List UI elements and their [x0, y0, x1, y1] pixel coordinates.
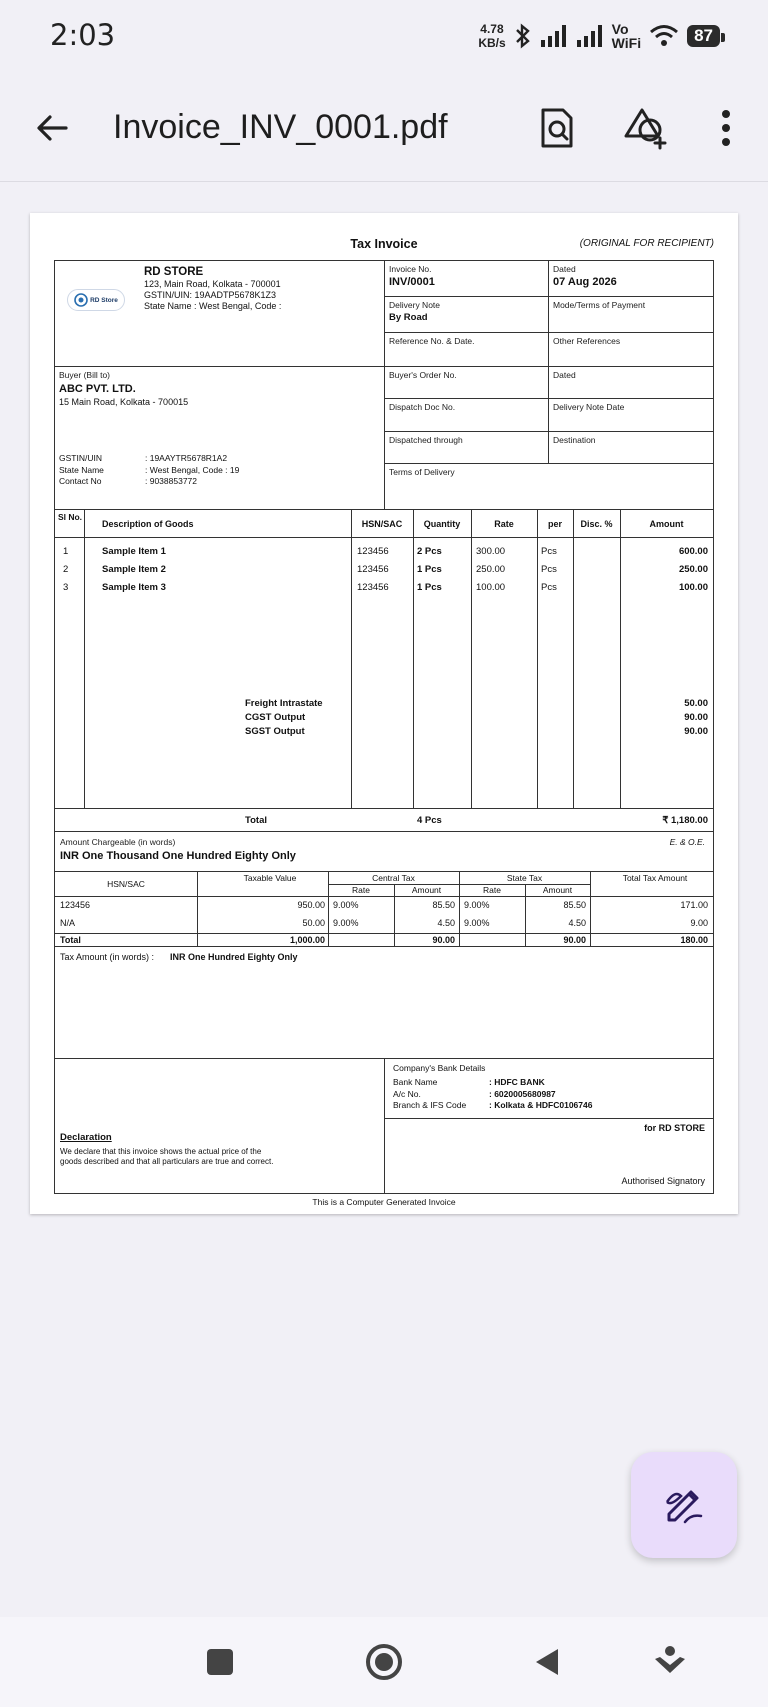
bluetooth-icon: [514, 23, 532, 49]
tax-taxable: 50.00: [302, 918, 325, 928]
battery-indicator: 87: [687, 25, 720, 47]
recents-button[interactable]: [197, 1639, 243, 1685]
seller-gstin: GSTIN/UIN: 19AADTP5678K1Z3: [144, 290, 277, 300]
col-quantity: Quantity: [423, 519, 461, 529]
total-qty: 4 Pcs: [417, 815, 442, 826]
account-label: A/c No.: [393, 1088, 421, 1099]
tax-s-amt: 85.50: [563, 900, 586, 910]
edit-annotate-button[interactable]: [631, 1452, 737, 1558]
signature-for: for RD STORE: [644, 1123, 705, 1133]
eoe-label: E. & O.E.: [669, 837, 705, 847]
tax-s-rate: 9.00%: [464, 918, 490, 928]
buyer-contact: : 9038853772: [145, 476, 197, 486]
amount-words: INR One Thousand One Hundred Eighty Only: [60, 850, 296, 862]
charge-label: SGST Output: [245, 726, 305, 737]
col-hsn: HSN/SAC: [361, 519, 403, 529]
dispatch-doc-cell: [385, 399, 549, 432]
wifi-icon: [649, 24, 679, 48]
buyer-order-label: Buyer's Order No.: [389, 370, 457, 380]
pdf-viewer[interactable]: [0, 183, 768, 1617]
item-per: Pcs: [541, 564, 557, 575]
tax-c-rate: 9.00%: [333, 918, 359, 928]
tax-c-amt: 4.50: [437, 918, 455, 928]
items-table: [55, 510, 713, 808]
delivery-note: By Road: [389, 312, 428, 323]
col-amount: Amount: [649, 519, 684, 529]
signature-block: [385, 1119, 713, 1193]
bank-details: [393, 1077, 592, 1112]
col-sl: Sl No.: [57, 512, 83, 522]
charge-amount: 90.00: [684, 712, 708, 723]
document-title: Invoice_INV_0001.pdf: [113, 108, 448, 146]
bank-title: Company's Bank Details: [393, 1063, 486, 1073]
invoice-footer: This is a Computer Generated Invoice: [312, 1197, 456, 1207]
vowifi-top: Vo: [611, 21, 629, 37]
tax-hsn: 123456: [60, 900, 91, 910]
seller-name: RD STORE: [144, 266, 204, 278]
terms-delivery-label: Terms of Delivery: [389, 467, 455, 477]
item-per: Pcs: [541, 546, 557, 557]
item-sl: 2: [63, 564, 69, 575]
seller-state: State Name : West Bengal, Code :: [144, 301, 282, 311]
arrow-back-icon: [32, 108, 72, 148]
charge-amount: 50.00: [684, 698, 708, 709]
more-options-button[interactable]: [704, 106, 748, 150]
home-button[interactable]: [361, 1639, 407, 1685]
charge-amount: 90.00: [684, 726, 708, 737]
item-hsn: 123456: [357, 564, 389, 575]
payment-terms-cell: [549, 297, 713, 333]
declaration-text: [60, 1147, 273, 1167]
item-qty: 1 Pcs: [417, 564, 442, 575]
buyer-contact-label: Contact No: [59, 476, 102, 486]
tax-words-label: Tax Amount (in words) :: [60, 952, 155, 962]
tax-col-central: Central Tax: [372, 873, 415, 883]
tax-total: 9.00: [690, 918, 708, 928]
tax-col-state: State Tax: [506, 873, 543, 883]
destination-label: Destination: [553, 435, 596, 445]
item-rate: 100.00: [476, 582, 506, 593]
dispatched-through-cell: [385, 432, 549, 464]
buyer-label: Buyer (Bill to): [59, 370, 111, 380]
buyer-block: [55, 367, 385, 510]
tax-col-total: Total Tax Amount: [622, 873, 688, 883]
item-amount: 600.00: [678, 546, 708, 557]
vowifi-indicator: [612, 22, 641, 50]
tax-total-s-amt: 90.00: [563, 935, 586, 945]
col-rate: Rate: [494, 519, 514, 529]
col-per: per: [547, 519, 562, 529]
buyer-name: ABC PVT. LTD.: [59, 383, 136, 395]
total-amount: ₹ 1,180.00: [662, 815, 708, 826]
invoice-date: 07 Aug 2026: [553, 276, 617, 288]
store-logo-icon: [74, 293, 88, 307]
tax-c-rate: 9.00%: [333, 900, 359, 910]
add-shapes-button[interactable]: [624, 106, 668, 150]
reference-cell: [385, 333, 549, 367]
buyer-state: : West Bengal, Code : 19: [145, 464, 240, 475]
seller-address: 123, Main Road, Kolkata - 700001: [144, 279, 281, 289]
charge-label: Freight Intrastate: [245, 698, 323, 709]
tax-total-taxable: 1,000.00: [289, 935, 325, 945]
col-disc: Disc. %: [580, 519, 613, 529]
other-references-cell: [549, 333, 713, 367]
item-rate: 300.00: [476, 546, 506, 557]
tax-words: INR One Hundred Eighty Only: [170, 952, 298, 962]
tax-col-c-amount: Amount: [411, 885, 442, 895]
search-document-button[interactable]: [535, 106, 579, 150]
tax-c-amt: 85.50: [432, 900, 455, 910]
invoice-copy-label: (ORIGINAL FOR RECIPIENT): [579, 238, 714, 249]
buyer-gstin-label: GSTIN/UIN: [59, 453, 102, 463]
pdf-page: [30, 213, 738, 1214]
col-description: Description of Goods: [102, 519, 194, 529]
bank-name-label: Bank Name: [393, 1077, 438, 1087]
item-sl: 1: [63, 546, 69, 557]
triangle-back-icon: [530, 1645, 564, 1679]
invoice-header: [54, 213, 714, 257]
tax-col-s-rate: Rate: [483, 885, 501, 895]
buyer-details: [59, 453, 239, 488]
item-desc: Sample Item 2: [102, 564, 166, 575]
terms-delivery-cell: [385, 464, 713, 510]
draw-pen-icon: [661, 1482, 707, 1528]
authorised-signatory: Authorised Signatory: [621, 1176, 705, 1186]
payment-terms-label: Mode/Terms of Payment: [553, 300, 646, 310]
tax-total-c-amt: 90.00: [432, 935, 455, 945]
order-dated-label: Dated: [553, 370, 576, 380]
buyer-address: 15 Main Road, Kolkata - 700015: [59, 397, 189, 407]
tax-col-s-amount: Amount: [542, 885, 573, 895]
tax-table: [55, 872, 713, 947]
back-nav-button[interactable]: [524, 1639, 570, 1685]
status-icons: [478, 16, 720, 56]
amount-words-label: Amount Chargeable (in words): [60, 837, 176, 847]
item-desc: Sample Item 1: [102, 546, 166, 557]
home-circle-icon: [364, 1642, 404, 1682]
item-qty: 2 Pcs: [417, 546, 442, 557]
network-speed: [478, 22, 505, 50]
delivery-note-cell: [385, 297, 549, 333]
bank-block: [385, 1059, 713, 1119]
order-dated-cell: [549, 367, 713, 399]
total-row: [55, 808, 713, 832]
item-amount: 250.00: [678, 564, 708, 575]
buyer-gstin: : 19AAYTR5678R1A2: [145, 453, 228, 463]
branch-ifs: : Kolkata & HDFC0106746: [489, 1100, 593, 1110]
tax-hsn: N/A: [60, 918, 76, 928]
tax-s-rate: 9.00%: [464, 900, 490, 910]
tax-words-block: [55, 947, 713, 1059]
navigation-bar: [0, 1617, 768, 1707]
status-time: 2:03: [50, 18, 116, 52]
signal-icon-2: [576, 24, 604, 48]
amount-words-block: [55, 832, 713, 872]
item-hsn: 123456: [357, 546, 389, 557]
dated-label: Dated: [553, 264, 576, 274]
more-vert-icon: [704, 106, 748, 150]
vowifi-bottom: WiFi: [611, 35, 642, 51]
status-bar: [0, 0, 768, 72]
item-per: Pcs: [541, 582, 557, 593]
item-qty: 1 Pcs: [417, 582, 442, 593]
dispatch-doc-label: Dispatch Doc No.: [389, 402, 456, 412]
tax-taxable: 950.00: [297, 900, 325, 910]
delivery-note-date-label: Delivery Note Date: [553, 402, 625, 412]
square-icon: [205, 1647, 235, 1677]
accessibility-button[interactable]: [647, 1639, 693, 1685]
tax-total-label: Total: [60, 935, 81, 945]
delivery-note-label: Delivery Note: [389, 300, 441, 310]
document-search-icon: [535, 106, 579, 150]
download-person-icon: [651, 1643, 689, 1681]
store-logo: [67, 289, 125, 311]
declaration-line-1: We declare that this invoice shows the actual price of the: [60, 1147, 262, 1156]
dated-cell: [549, 261, 713, 297]
item-amount: 100.00: [678, 582, 708, 593]
tax-total-amount: 180.00: [680, 935, 708, 945]
declaration-block: [55, 1059, 385, 1193]
item-desc: Sample Item 3: [102, 582, 166, 593]
invoice-no-cell: [385, 261, 549, 297]
app-bar: [0, 72, 768, 182]
tax-col-taxable: Taxable Value: [243, 873, 297, 883]
invoice-no: INV/0001: [389, 276, 435, 288]
dispatched-through-label: Dispatched through: [389, 435, 463, 445]
network-speed-value: 4.78: [480, 22, 504, 36]
reference-label: Reference No. & Date.: [389, 336, 475, 346]
seller-block: [55, 261, 385, 367]
invoice: [54, 213, 714, 1207]
tax-col-c-rate: Rate: [352, 885, 370, 895]
bank-name: : HDFC BANK: [489, 1077, 545, 1087]
tax-col-hsn: HSN/SAC: [107, 879, 145, 889]
item-sl: 3: [63, 582, 69, 593]
total-label: Total: [245, 815, 267, 826]
buyer-order-cell: [385, 367, 549, 399]
store-logo-text: RD Store: [90, 296, 118, 304]
declaration-title: Declaration: [60, 1132, 112, 1143]
item-rate: 250.00: [476, 564, 506, 575]
invoice-no-label: Invoice No.: [389, 264, 432, 274]
invoice-title: Tax Invoice: [350, 237, 418, 251]
signal-icon-1: [540, 24, 568, 48]
back-button[interactable]: [32, 108, 72, 148]
destination-cell: [549, 432, 713, 464]
invoice-frame: [54, 260, 714, 1194]
item-hsn: 123456: [357, 582, 389, 593]
network-speed-unit: KB/s: [478, 36, 506, 50]
tax-s-amt: 4.50: [568, 918, 586, 928]
branch-label: Branch & IFS Code: [393, 1100, 467, 1110]
shapes-add-icon: [624, 106, 670, 150]
other-references-label: Other References: [553, 336, 621, 346]
buyer-state-label: State Name: [59, 464, 104, 475]
declaration-line-2: goods described and that all particulars are true and correct.: [60, 1157, 274, 1166]
tax-total: 171.00: [680, 900, 708, 910]
account-number: : 6020005680987: [489, 1088, 556, 1099]
charge-label: CGST Output: [245, 712, 306, 723]
delivery-note-date-cell: [549, 399, 713, 432]
